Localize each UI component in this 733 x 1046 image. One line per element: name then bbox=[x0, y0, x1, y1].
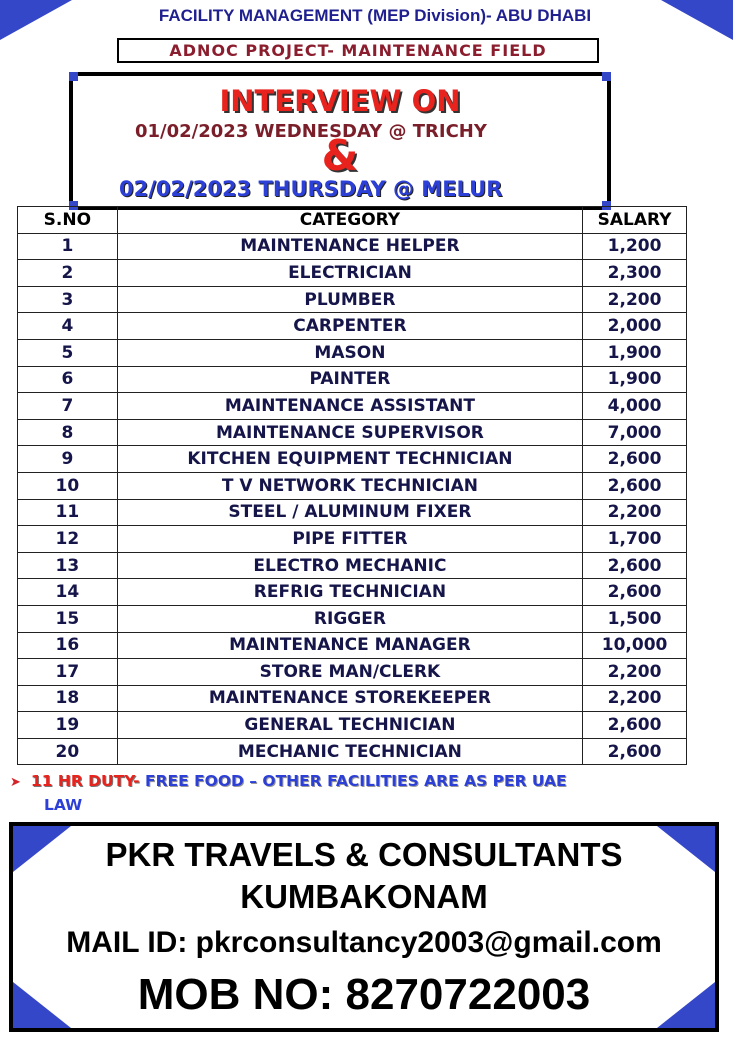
cell-salary: 1,700 bbox=[583, 526, 687, 553]
cell-category: GENERAL TECHNICIAN bbox=[117, 712, 582, 739]
contact-email[interactable]: MAIL ID: pkrconsultancy2003@gmail.com bbox=[66, 926, 662, 959]
header-sno: S.NO bbox=[18, 207, 118, 234]
company-city: KUMBAKONAM bbox=[240, 878, 488, 915]
note-law: LAW bbox=[44, 796, 83, 814]
cell-salary: 2,600 bbox=[583, 579, 687, 606]
cell-salary: 2,000 bbox=[583, 313, 687, 340]
jobs-table bbox=[17, 206, 687, 765]
cell-sno: 19 bbox=[18, 712, 118, 739]
box-corner-marker bbox=[602, 72, 611, 81]
cell-category: STEEL / ALUMINUM FIXER bbox=[117, 499, 582, 526]
project-label: ADNOC PROJECT- MAINTENANCE FIELD bbox=[117, 38, 599, 63]
cell-salary: 2,300 bbox=[583, 260, 687, 287]
cell-category: KITCHEN EQUIPMENT TECHNICIAN bbox=[117, 446, 582, 473]
cell-sno: 5 bbox=[18, 339, 118, 366]
cell-sno: 12 bbox=[18, 526, 118, 553]
cell-sno: 6 bbox=[18, 366, 118, 393]
cell-category: STORE MAN/CLERK bbox=[117, 659, 582, 686]
cell-salary: 2,600 bbox=[583, 712, 687, 739]
company-name: PKR TRAVELS & CONSULTANTS bbox=[105, 836, 623, 873]
cell-sno: 18 bbox=[18, 685, 118, 712]
cell-sno: 17 bbox=[18, 659, 118, 686]
cell-category: MASON bbox=[117, 339, 582, 366]
cell-category: PIPE FITTER bbox=[117, 526, 582, 553]
cell-sno: 13 bbox=[18, 552, 118, 579]
box-corner-marker bbox=[69, 72, 78, 81]
cell-sno: 8 bbox=[18, 419, 118, 446]
cell-salary: 2,200 bbox=[583, 499, 687, 526]
cell-sno: 15 bbox=[18, 605, 118, 632]
cell-sno: 10 bbox=[18, 472, 118, 499]
cell-sno: 11 bbox=[18, 499, 118, 526]
cell-category: T V NETWORK TECHNICIAN bbox=[117, 472, 582, 499]
cell-category: REFRIG TECHNICIAN bbox=[117, 579, 582, 606]
interview-box bbox=[69, 72, 611, 210]
header-category: CATEGORY bbox=[117, 207, 582, 234]
note-duty-hours: 11 HR DUTY- bbox=[30, 772, 140, 790]
cell-salary: 1,900 bbox=[583, 339, 687, 366]
table-row bbox=[18, 685, 687, 712]
interview-date-trichy: 01/02/2023 WEDNESDAY @ TRICHY bbox=[135, 121, 487, 142]
cell-salary: 2,600 bbox=[583, 446, 687, 473]
table-row bbox=[18, 446, 687, 473]
cell-category: MAINTENANCE MANAGER bbox=[117, 632, 582, 659]
table-row bbox=[18, 313, 687, 340]
table-row bbox=[18, 472, 687, 499]
footer-contact-box bbox=[9, 822, 719, 1032]
cell-salary: 2,200 bbox=[583, 685, 687, 712]
cell-salary: 2,600 bbox=[583, 552, 687, 579]
cell-category: MAINTENANCE STOREKEEPER bbox=[117, 685, 582, 712]
table-header-row bbox=[18, 207, 687, 234]
header-title: FACILITY MANAGEMENT (MEP Division)- ABU DHABI bbox=[158, 6, 592, 25]
table-row bbox=[18, 659, 687, 686]
header-salary: SALARY bbox=[583, 207, 687, 234]
cell-sno: 7 bbox=[18, 393, 118, 420]
table-row bbox=[18, 738, 687, 765]
table-row bbox=[18, 579, 687, 606]
table-row bbox=[18, 499, 687, 526]
duty-note bbox=[10, 770, 710, 816]
table-row bbox=[18, 339, 687, 366]
cell-salary: 4,000 bbox=[583, 393, 687, 420]
cell-category: MECHANIC TECHNICIAN bbox=[117, 738, 582, 765]
cell-sno: 3 bbox=[18, 286, 118, 313]
table-row bbox=[18, 419, 687, 446]
corner-triangle-top-right bbox=[661, 0, 733, 40]
cell-sno: 1 bbox=[18, 233, 118, 260]
cell-category: MAINTENANCE SUPERVISOR bbox=[117, 419, 582, 446]
cell-category: RIGGER bbox=[117, 605, 582, 632]
cell-sno: 2 bbox=[18, 260, 118, 287]
interview-ampersand: & bbox=[321, 131, 359, 180]
cell-category: ELECTRO MECHANIC bbox=[117, 552, 582, 579]
table-row bbox=[18, 526, 687, 553]
cell-sno: 20 bbox=[18, 738, 118, 765]
table-row bbox=[18, 552, 687, 579]
cell-sno: 9 bbox=[18, 446, 118, 473]
table-row bbox=[18, 366, 687, 393]
cell-category: PAINTER bbox=[117, 366, 582, 393]
table-row bbox=[18, 260, 687, 287]
cell-salary: 10,000 bbox=[583, 632, 687, 659]
cell-sno: 14 bbox=[18, 579, 118, 606]
cell-category: MAINTENANCE ASSISTANT bbox=[117, 393, 582, 420]
cell-salary: 1,900 bbox=[583, 366, 687, 393]
cell-category: PLUMBER bbox=[117, 286, 582, 313]
cell-salary: 2,600 bbox=[583, 472, 687, 499]
cell-salary: 1,200 bbox=[583, 233, 687, 260]
arrow-bullet-icon: ➤ bbox=[10, 775, 21, 790]
note-facilities: FREE FOOD – OTHER FACILITIES ARE AS PER UAE bbox=[139, 772, 567, 790]
corner-triangle-top-left bbox=[0, 0, 72, 40]
interview-title: INTERVIEW ON bbox=[219, 84, 461, 118]
cell-sno: 4 bbox=[18, 313, 118, 340]
table-row bbox=[18, 712, 687, 739]
table-row bbox=[18, 393, 687, 420]
contact-mobile[interactable]: MOB NO: 8270722003 bbox=[137, 970, 591, 1019]
cell-salary: 7,000 bbox=[583, 419, 687, 446]
interview-date-melur: 02/02/2023 THURSDAY @ MELUR bbox=[119, 177, 503, 201]
cell-salary: 2,200 bbox=[583, 659, 687, 686]
table-row bbox=[18, 286, 687, 313]
cell-salary: 1,500 bbox=[583, 605, 687, 632]
cell-category: CARPENTER bbox=[117, 313, 582, 340]
cell-category: ELECTRICIAN bbox=[117, 260, 582, 287]
table-row bbox=[18, 605, 687, 632]
cell-category: MAINTENANCE HELPER bbox=[117, 233, 582, 260]
table-row bbox=[18, 233, 687, 260]
cell-salary: 2,600 bbox=[583, 738, 687, 765]
cell-sno: 16 bbox=[18, 632, 118, 659]
cell-salary: 2,200 bbox=[583, 286, 687, 313]
table-row bbox=[18, 632, 687, 659]
